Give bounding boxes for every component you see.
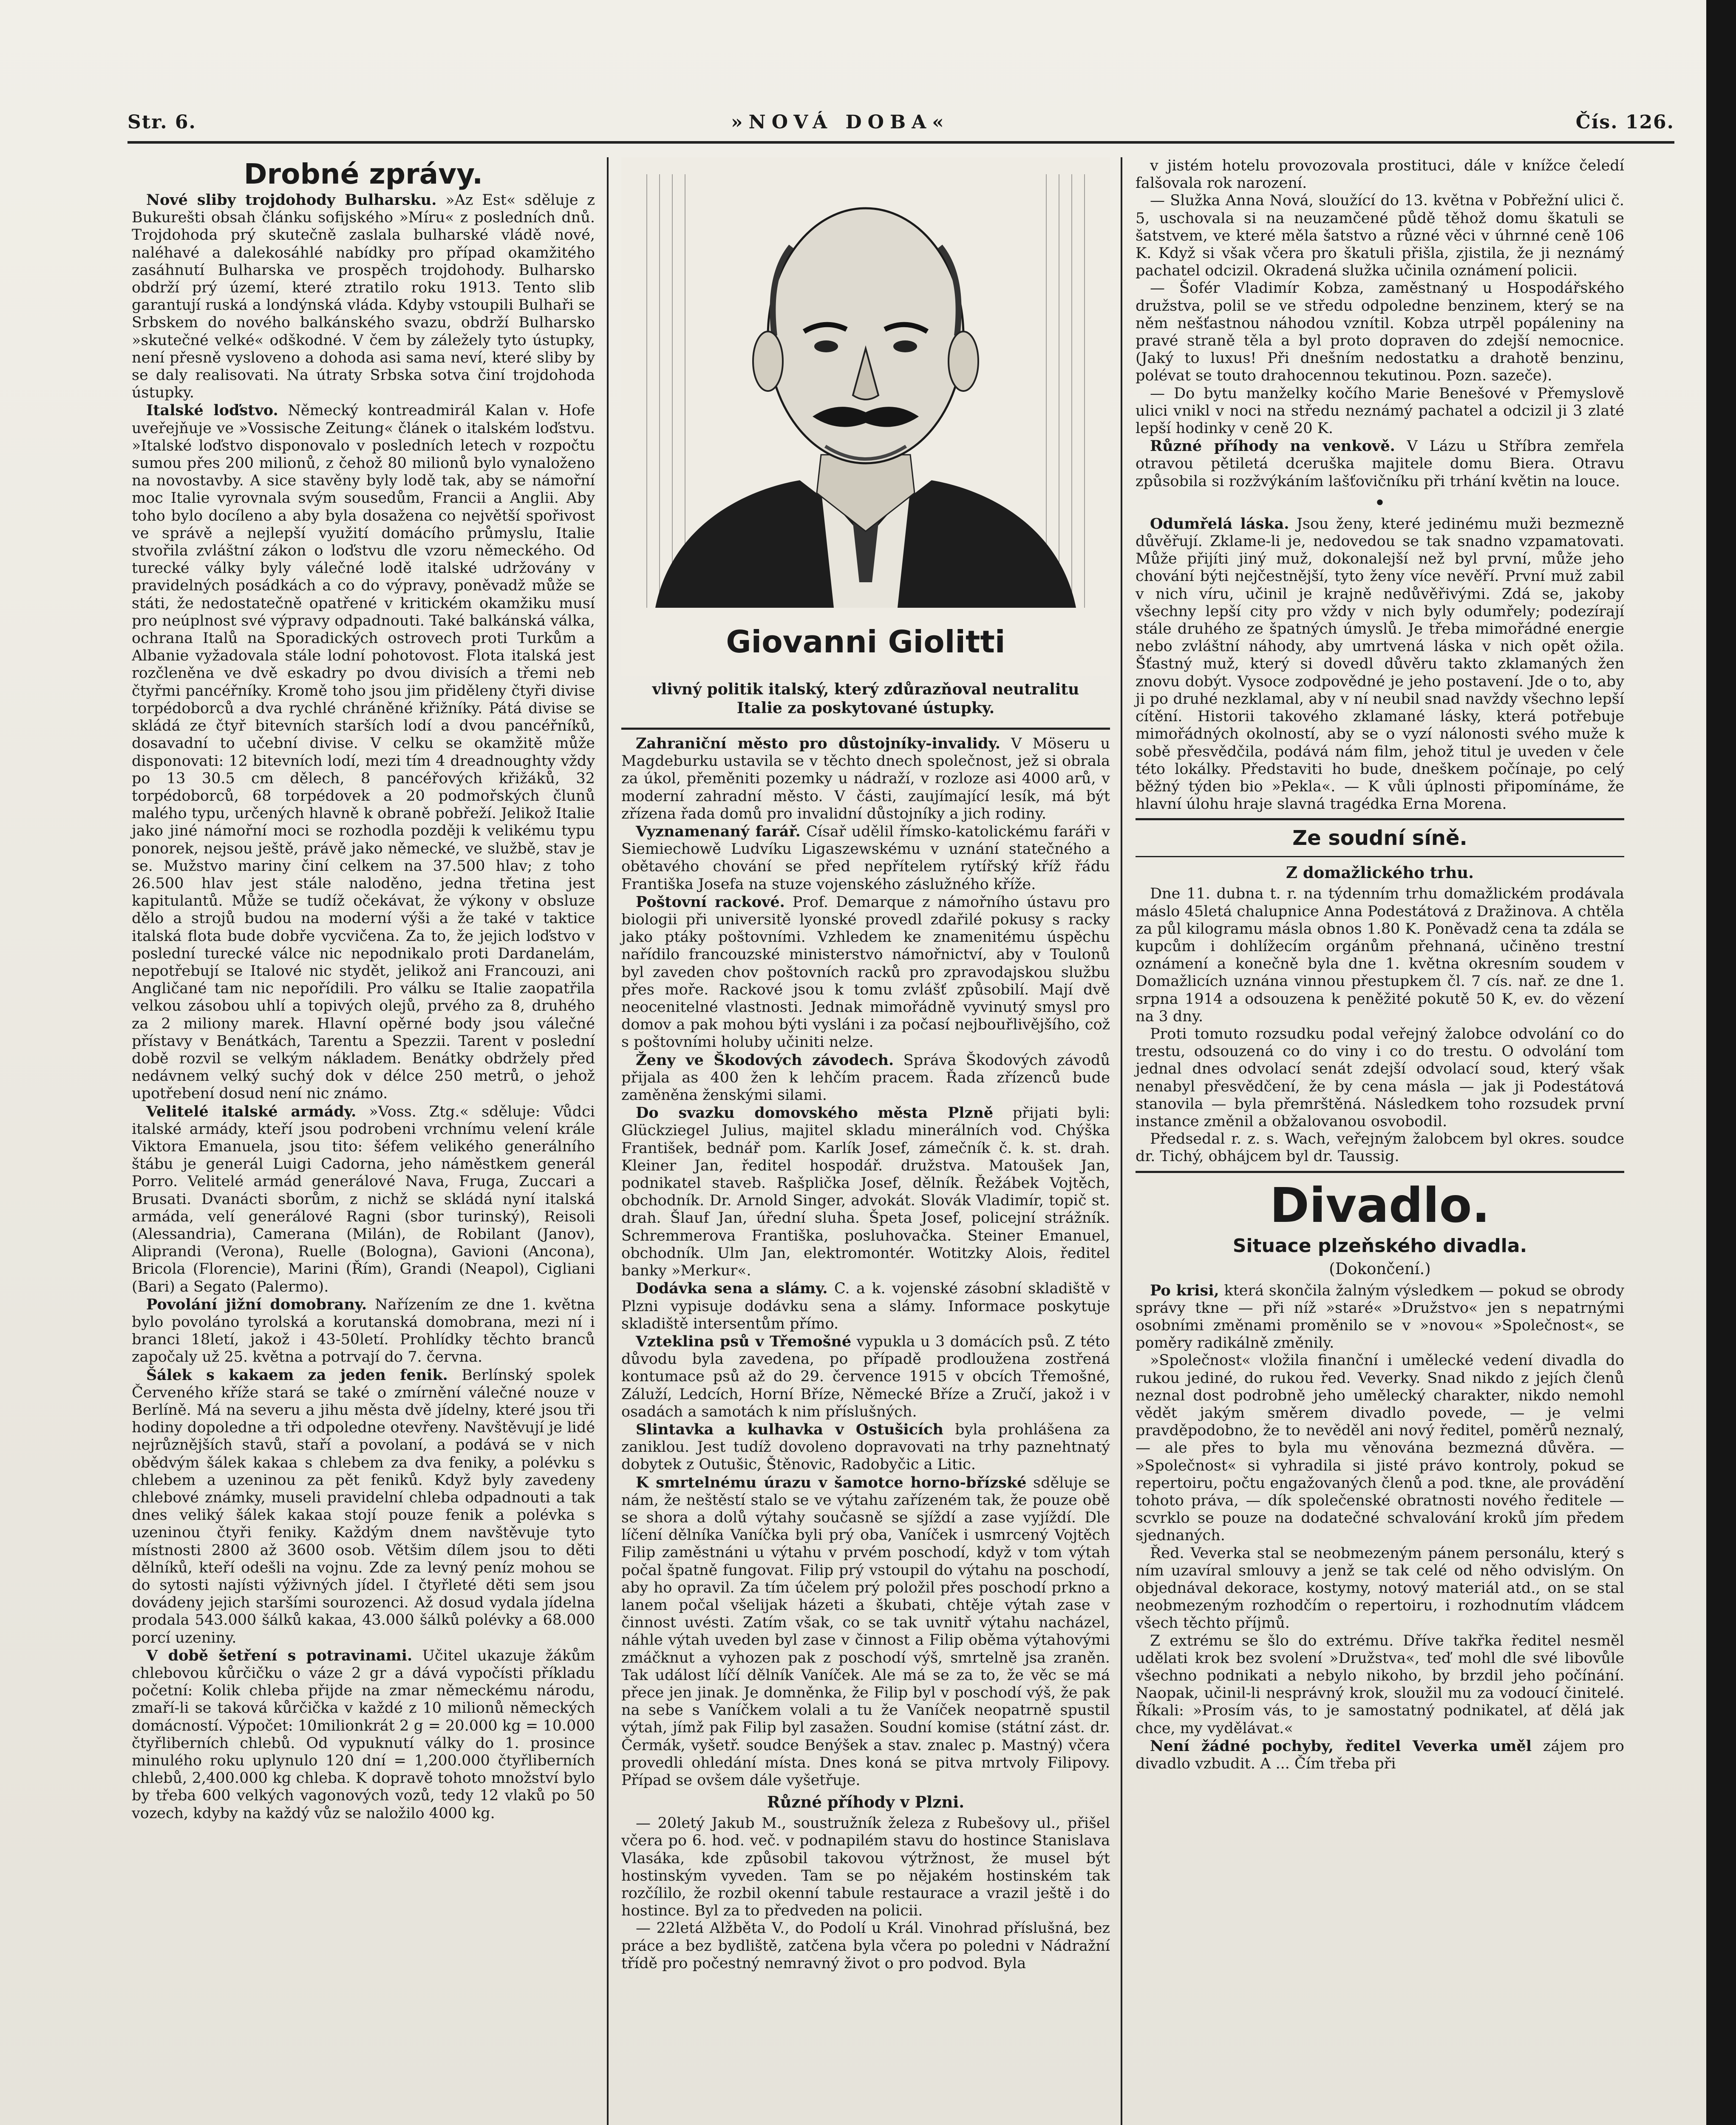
article-text: Učitel ukazuje žákům chlebovou kůrčičku o váze 2 gr a dává vypočísti příkladu početní: Kolik chleba přijde na zmar německému národu, zmaří-li se taková kůrčička v každé z 10 milionů německých domácností. Výpočet: 10milionkrát 2 g = 20.000 kg = 10.000 čtyřliberních chlebů. Od vypuknutí války do 1. prosince minulého roku uplynulo 120 dní = 1,200.000 čtyřliberních chlebů, 2,400.000 kg chleba. K dopravě tohoto množství bylo by třeba 600 velkých vagonových vozů, tedy 12 vlaků po 50 vozech, kdyby na každý vůz se naložilo 4000 kg. <box>132 1647 595 1822</box>
article-lead: Do svazku domovského města Plzně <box>636 1104 994 1122</box>
article-text: V Lázu u Stříbra zemřela otravou pětiletá dceruška majitele domu Biera. Otravu způsobila si rozžvýkáním lašťovičníku při trhání květin na louce. <box>1136 438 1624 490</box>
middle-articles <box>621 735 1110 1789</box>
theatre-rule <box>1136 1171 1624 1173</box>
article-paragraph <box>1136 192 1624 280</box>
article-lead: Po krisi, <box>1150 1281 1219 1299</box>
article-paragraph <box>621 735 1110 823</box>
article-text: Berlínský spolek Červeného kříže stará se také o zmírnění válečné nouze v Berlíně. Má na severu a jihu města dvě jídelny, které jsou tři hodiny dopoledne a tři odpoledne otevřeny. Navštěvují je lidé nejrůznějších stavů, staří a povolaní, a podává se v nich obědvým šálek kakaa s chlebem za dva feniky, a polévku s chlebem a uzeninou za pět feniků. Když byly zavedeny chlebové známky, museli pravidelní chleba odpadnouti a tak dnes veliký šálek kakaa stojí pouze fenik a polévka s uzeninou čtyři feniky. Každým dnem navštěvuje tyto místnosti 2800 až 3600 osob. Většim dílem jsou to děti dělníků, kteří odešli na vojnu. Zde za levný peníz mohou se do sytosti najísti výživných jídel. I čtyřleté děti sem jsou dovádeny jejich staršími sourozenci. Až dosud vydala jídelna prodala 543.000 šálků kakaa, 43.000 šálků polévky a 68.000 porcí uzeniny. <box>132 1366 595 1646</box>
article-text: — Služka Anna Nová, sloužící do 13. května v Pobřežní ulici č. 5, uschovala si na neuzamčené půdě těhož domu škatuli se šatstvem, ve které měla šatstvo a různé věci v úhrnné ceně 106 K. Když si však včera pro škatuli přišla, zjistila, že ji neznámý pachatel odcizil. Okradená služka učinila oznámení policii. <box>1136 192 1624 280</box>
middle-column <box>621 157 1110 1972</box>
article-lead: Ženy ve Škodových závodech. <box>636 1051 894 1069</box>
article-text: vypukla u 3 domácích psů. Z této důvodu byla zavedena, po případě prodloužena zostřená kontumace psů až do 29. července 1915 v obcích Třemošné, Záluží, Ledcích, Horní Bříze, Německé Bříze a Zručí, jakož i v osadách a samotách k nim příslušných. <box>621 1333 1110 1420</box>
article-paragraph <box>132 1366 595 1647</box>
caption-rule <box>621 728 1110 730</box>
scan-border <box>1706 0 1736 2125</box>
article-paragraph <box>621 1333 1110 1421</box>
article-paragraph <box>1136 385 1624 438</box>
article-paragraph <box>1136 1130 1624 1165</box>
column-rule-1 <box>607 157 609 2125</box>
article-text: Jsou ženy, které jedinému muži bezmezně důvěřují. Zklame-li je, nedovedou se tak snadno vzpamatovati. Může přijíti jiný muž, dokonalejší než byl první, může jeho chování býti nejčestnější, tyto ženy více nevěří. První muž zabil v nich víru, učinil je krajně nedůvěřivými. Zdá se, jakoby všechny lepší city pro vždy v nich byly odumřely; podezírají stále druhého ze špatných úmyslů. Je třeba mimořádné energie nebo zvláštní náhody, aby umrtvená láska v nich opět ožila. Šťastný muž, který si dovedl důvěru takto zklamaných žen znovu dobýt. Vysoce zodpovědné je jeho postavení. Jde o to, aby ji po druhé nezklamal, aby v ní neubil snad navždy všechno lepší cítění. Historii takového zklamané lásky, která potřebuje mimořádných okolností, aby se o vyzí nálonosti svého muže k sobě přesvědčila, podává nám film, jehož titul je uveden v čele této lokálky. Představiti ho bude, dneškem počínaje, po celý běžný týden bio »Pekla«. — K vůli úplnosti připomínáme, že hlavní úlohu hraje slavná tragédka Erna Morena. <box>1136 515 1624 813</box>
article-paragraph <box>621 1051 1110 1105</box>
article-lead: Vyznamenaný farář. <box>636 823 801 841</box>
article-lead: Poštovní rackové. <box>636 893 785 911</box>
article-lead: K smrtelnému úrazu v šamotce horno-břízské <box>636 1473 1027 1491</box>
portrait-caption: vlivný politik italský, který zdůrazňoval neutralitu Italie za poskytované ústupky. <box>652 680 1079 717</box>
article-text: v jistém hotelu provozovala prostituci, dále v knížce čeledí falšovala rok narození. <box>1136 157 1624 192</box>
issue-number: Čís. 126. <box>1575 111 1674 133</box>
court-articles <box>1136 885 1624 1165</box>
article-text: »Společnost« vložila finanční i umělecké vedení divadla do rukou jediné, do rukou řed. Veverky. Snad nikdo z jejích členů neznal dost podrobně jeho umělecký charakter, nikdo nemohl vědět jakým směrem divadlo povede, — je velmi pravděpodobno, že to nevěděl ani nový ředitel, poměrů neznalý, — ale přes to byla mu věnována bezmezná důvěra. — »Společnost« si vyhradila si jisté právo kontroly, pokud se repertoiru, počtu engažovaných členů a pod. tkne, ale provádění tohoto práva, — dík společenské obratnosti nového ředitele — scvrklo se pouze na dodatečné schvalování kroků jím předem sjednaných. <box>1136 1352 1624 1544</box>
article-paragraph <box>132 1647 595 1822</box>
article-paragraph <box>621 1815 1110 1920</box>
header-rule <box>127 141 1674 144</box>
article-lead: Zahraniční město pro důstojníky-invalidy. <box>636 735 1000 752</box>
article-text: Dne 11. dubna t. r. na týdenním trhu domažlickém prodávala máslo 45letá chalupnice Anna Podestátová z Dražinova. A chtěla za půl kilogramu másla obnos 1.80 K. Poněvadž cena ta zdála se kupcům i dohlížecím orgánům přehnaná, učiněno trestní oznámení a konečně byla dne 1. května okresním soudem v Domažlicích uznána vinnou přestupkem čl. 7 cís. nař. ze dne 1. srpna 1914 a odsouzena k peněžité pokutě 50 K, ev. do vězení na 3 dny. <box>1136 885 1624 1025</box>
article-text: Německý kontreadmirál Kalan v. Hofe uveřejňuje ve »Vossische Zeitung« článek o italském loďstvu. »Italské loďstvo disponovalo v posledních letech v rozpočtu sumou přes 200 milionů, z čehož 80 milionů bylo vynaloženo na novostavby. A sice stavěny byly lodě tak, aby se námořní moc Italie vyrovnala svým sousedům, Francii a Anglii. Aby toho bylo docíleno a aby byla dosažena co největší spořivost ve správě a nejlepší využití domácího průmyslu, Italie stvořila zvláštní zákon o loďstvu dle vzoru německého. Od turecké války byly válečné lodě italské udržovány v pravidelných posádkách a co do výpravy, poněvadž může se státi, že nedostatečně opatřené v kritickém okamžiku musí pro neúplnost své výpravy odpadnouti. Také balkánská válka, ochrana Italů na Sporadických ostrovech proti Turkům a Albanie vyžadovala stále lodní pohotovost. Flota italská jest rozčleněna ve dvě eskadry po dvou divisích a třemi neb čtyřmi pancéřníky. Kromě toho jsou jim přiděleny čtyři divise torpédoborců a dva rychlé chráněné křižníky. Pátá divise se skládá ze čtyř bitevních starších lodí a dvou pancéřníků, dosavadní to učební divise. V celku se okamžitě může disponovati: 12 bitevních lodí, mezi tím 4 dreadnoughty vždy po 13 30.5 cm dělech, 8 pancéřových křižáků, 32 torpédoborců, 68 torpédovek a 20 podmořských člunů malého typu, určených hlavně k obraně pobřeží. Jelikož Italie jako jiné námořní moci se rozhodla později k velikému typu ponorek, nejsou ještě, právě jako německé, ve službě, stav je se. Mužstvo mariny činí celkem na 37.500 hlav; z toho 26.500 hlav jest stále naloděno, jedna třetina jest kapitulantů. Může se tudíž očekávat, že výkony v obsluze dělo a strojů budou na moderní výši a že také v taktice italská flota bude dobře vycvičena. Za to, že jejich loďstvo v poslední turecké válce nic nepodnikalo proti Dardanelám, nepotřebují se Italové nic stydět, jelikož ani Francouzi, ani Angličané tam nic nepořídili. Pro válku se Italie zaopatřila velkou zásobou uhlí a topivých olejů, prvého za 8, druhého za 2 miliony marek. Hlavní opěrné body jsou válečné přístavy v Benátkách, Tarentu a Spezzii. Tarent v poslední době rozvil se velkým nákladem. Benátky obdržely před nedávnem velký suchý dok v délce 250 metrů, o jehož upotřebení dosud není nic známo. <box>132 402 595 1102</box>
article-paragraph <box>1136 1026 1624 1130</box>
article-paragraph <box>621 1280 1110 1333</box>
court-rule-top <box>1136 818 1624 820</box>
section-heading-drobne: Drobné zprávy. <box>244 158 483 190</box>
article-text: — 20letý Jakub M., soustružník železa z Rubešovy ul., přišel včera po 6. hod. več. v podnapilém stavu do hostince Stanislava Vlasáka, kde způsobil takovou výtržnost, že musel být hostinským vyveden. Tam se po nějakém hostinském tak rozčílilo, že rozbil okenní tabule restaurace a vrazil ještě i do hostince. Byl za to předveden na policii. <box>621 1815 1110 1920</box>
article-paragraph <box>621 893 1110 1051</box>
article-lead: Slintavka a kulhavka v Ostušicích <box>636 1420 943 1438</box>
article-text: přijati byli: Glückziegel Julius, majitel skladu minerálních vod. Chýška František, bednář pom. Karlík Josef, zámečník č. k. st. drah. Kleiner Jan, ředitel hospodář. družstva. Matoušek Jan, podnikatel staveb. Rašplička Josef, dělník. Řežábek Vojtěch, obchodník. Dr. Arnold Singer, advokát. Slovák Vladimír, topič st. drah. Šlauf Jan, úřední sluha. Špeta Josef, policejní strážník. Schremmerova Františka, posluhovačka. Steiner Emanuel, obchodník. Ulm Jan, elektromontér. Wotitzky Alois, ředitel banky »Merkur«. <box>621 1105 1110 1280</box>
article-lead: Odumřelá láska. <box>1150 515 1289 533</box>
article-paragraph <box>132 191 595 402</box>
giolitti-portrait <box>621 157 1110 676</box>
article-paragraph <box>1136 437 1624 490</box>
left-column <box>132 157 595 1822</box>
right-articles-mid <box>1136 515 1624 813</box>
article-text: V Möseru u Magdeburku ustavila se v těchto dnech společnost, jež si obrala za úkol, přeměniti pozemky u nádraží, v rozloze asi 4000 arů, v moderní zahradní město. V části, zaujímající lesík, má být zřízena řada domů pro invalidní důstojníky a jich rodiny. <box>621 735 1110 822</box>
article-text: Správa Škodových závodů přijala as 400 žen k lehčím pracem. Řada zřízenců bude zaměněna ženskými silami. <box>621 1051 1110 1104</box>
middle-articles-2 <box>621 1815 1110 1972</box>
theatre-subheading: Situace plzeňského divadla. <box>1232 1235 1527 1257</box>
article-lead: V době šetření s potravinami. <box>146 1646 413 1664</box>
article-lead: Nové sliby trojdohody Bulharsku. <box>146 191 437 209</box>
article-text: Z extrému se šlo do extrému. Dříve takřka ředitel nesměl udělati krok bez svolení »Družstva«, teď mohl dle své libovůle všechno podnikati a nebylo nikoho, by brzdil jeho počínání. Naopak, učinil-li nesprávný krok, sloužil mu za vodoucí činitelé. Říkali: »Prosím vás, to je samostatný podnikatel, ať dělá jak chce, my vydělávat.« <box>1136 1632 1624 1737</box>
theatre-heading: Divadlo. <box>1270 1178 1490 1233</box>
article-paragraph <box>1136 1352 1624 1544</box>
article-paragraph <box>132 1296 595 1366</box>
article-lead: Italské loďstvo. <box>146 402 278 419</box>
article-lead: Různé příhody na venkově. <box>1150 437 1395 455</box>
theatre-note: (Dokončení.) <box>1329 1259 1431 1278</box>
article-lead: Povolání jižní domobrany. <box>146 1295 367 1313</box>
article-text: — 22letá Alžběta V., do Podolí u Král. Vinohrad příslušná, bez práce a bez bydliště, zatčena byla včera po poledni v Nádražní třídě pro počestný nemravný život o pro podvod. Byla <box>621 1920 1110 1972</box>
article-text: která skončila žalným výsledkem — pokud se obrody správy tkne — při níž »staré« »Družstvo« jen s nepatrnými osobními změnami proměnilo se v »novou« »Společnost«, se poměry radikálně změnily. <box>1136 1282 1624 1352</box>
page-number: Str. 6. <box>127 111 196 133</box>
article-lead: Šálek s kakaem za jeden fenik. <box>146 1366 448 1384</box>
article-text: Prof. Demarque z námořního ústavu pro biologii při universitě lyonské provedl zdařilé pokusy s racky jako ptáky poštovními. Vzhledem ke znamenitému úspěchu nařídilo francouzské ministerstvo námořnictví, aby v Toulonů byl zaveden chov poštovních racků pro zpravodajskou službu přes moře. Rackové jsou k tomu zvlášť způsobilí. Mají dvě neocenitelné vlastnosti. Jednak mimořádně vyvinutý smysl pro domov a pak mohou býti vysláni i za počasí nejbouřlivějšího, což s poštovními holuby učiniti nelze. <box>621 893 1110 1051</box>
right-articles-top <box>1136 157 1624 490</box>
article-text: byla prohlášena za zaniklou. Jest tudíž dovoleno dopravovati na trhy paznehtnatý dobytek z Outušic, Štěnovic, Radobyčic a Litic. <box>621 1421 1110 1473</box>
article-paragraph <box>132 402 595 1102</box>
court-rule-bottom <box>1136 856 1624 857</box>
article-text: Předsedal r. z. s. Wach, veřejným žalobcem byl okres. soudce dr. Tichý, obhájcem byl dr. Taussig. <box>1136 1130 1624 1165</box>
article-paragraph <box>1136 885 1624 1026</box>
article-lead: Dodávka sena a slámy. <box>636 1280 828 1298</box>
article-text: zájem pro divadlo vzbudit. A ... Čím třeba při <box>1136 1737 1624 1773</box>
article-paragraph <box>1136 1632 1624 1737</box>
page-header <box>127 111 1674 139</box>
article-lead: Vzteklina psů v Třemošné <box>636 1332 852 1350</box>
article-text: — Šofér Vladimír Kobza, zaměstnaný u Hospodářského družstva, polil se ve středu odpoledne benzinem, který se na něm nešťastnou náhodou vznítil. Kobza utrpěl popáleniny na pravé straně těla a byl proto dopraven do zdejší nemocnice. (Jaký to luxus! Při dnešním nedostatku a drahotě benzinu, polévat se touto drahocennou tekutinou. Pozn. sazeče). <box>1136 280 1624 385</box>
portrait-illustration <box>621 157 1131 676</box>
theatre-articles <box>1136 1282 1624 1773</box>
article-paragraph <box>132 1103 595 1296</box>
article-paragraph <box>1136 515 1624 813</box>
article-paragraph <box>621 1421 1110 1474</box>
article-text: »Voss. Ztg.« sděluje: Vůdci italské armády, kteří jsou podrobeni vrchnímu velení krále Viktora Emanuela, jsou tito: šéfem velikého generálního štábu je generál Luigi Cadorna, jeho náměstkem generál Porro. Velitelé armád generálové Nava, Fruga, Zuccari a Brusati. Dvanácti sborům, z nichž se skládá nyní italská armáda, velí generálové Ragni (sbor turinský), Reisoli (Alessandria), Camerana (Milán), de Robilant (Janov), Aliprandi (Verona), Ruelle (Bologna), Gavioni (Ancona), Bricola (Florencie), Marini (Řím), Grandi (Neapol), Cigliani (Bari) a Segato (Palermo). <box>132 1103 595 1295</box>
article-text: sděluje se nám, že neštěstí stalo se ve výtahu zařízeném tak, že pouze obě se shora a dolů výtahy současně se sjíždí a zase vyjíždí. Dle líčení dělníka Vaníčka byli prý oba, Vaníček i usmrcený Vojtěch Filip zaměstnáni u výtahu v prvém poschodí, když v tom výtah počal špatně fungovat. Filip prý vstoupil do výtahu na poschodí, aby ho opravil. Za tím účelem prý položil přes poschodí prkno a lanem počal všelijak házeti a škubati, chtěje výtah zase v činnost uvésti. Zatím však, co se tak uvnitř výtahu nacházel, náhle výtah uveden byl zase v činnost a Filip oběma výtahovými zmáčknut a vyhozen pak z poschodí výš, smrtelně jsa zraněn. Tak událost líčí dělník Vaníček. Ale má se za to, že věc se má přece jen jinak. Je domněnka, že Filip byl v poschodí výš, že pak na sebe s Vaníčkem volali a tu že Vaníček neopatrně spustil výtah, jímž pak Filip byl zasažen. Soudní komise (státní zást. dr. Čermák, vyšetř. soudce Benýšek a stav. znalec p. Mastný) včera provedli ohledání místa. Dnes koná se pitva mrtvoly Filipovy. Případ se ovšem dále vyšetřuje. <box>621 1474 1110 1789</box>
article-text: C. a k. vojenské zásobní skladiště v Plzni vypisuje dodávku sena a slámy. Informace poskytuje skladiště intersentům přímo. <box>621 1280 1110 1332</box>
article-paragraph <box>1136 1282 1624 1352</box>
article-paragraph <box>1136 1545 1624 1632</box>
article-text: Řed. Veverka stal se neobmezeným pánem personálu, který s ním uzavíral smlouvy a jenž se tak celé od něho odvislým. On objednával dekorace, kostymy, notový materiál atd., on se stal neobmezeným rozhodčím o repertoiru, i rozhodnutím vládcem všech těchto příjmů. <box>1136 1544 1624 1632</box>
article-paragraph <box>1136 1737 1624 1773</box>
newspaper-title: »NOVÁ DOBA« <box>731 111 950 133</box>
article-lead: Není žádné pochyby, ředitel Veverka uměl <box>1150 1737 1532 1755</box>
left-articles <box>132 191 595 1822</box>
court-subheading: Z domažlického trhu. <box>1286 863 1474 882</box>
article-text: — Do bytu manželky kočího Marie Benešové v Přemyslově ulici vnikl v noci na středu neznámý pachatel a odcizil ji 3 zlaté lepší hodinky v ceně 20 K. <box>1136 385 1624 437</box>
separator-bullet: • <box>1374 491 1386 514</box>
article-paragraph <box>621 1474 1110 1790</box>
article-paragraph <box>621 1104 1110 1280</box>
article-text: »Az Est« sděluje z Bukurešti obsah článku sofijského »Míru« z posledních dnů. Trojdohoda prý skutečně zaslala bulharské vládě nové, naléhavé a dalekosáhlé nabídky pro případ okamžitého zasáhnutí Bulharska ve prospěch trojdohody. Bulharsko obdrží prý území, které ztratilo roku 1913. Tento slib garantují ruská a londýnská vláda. Kdyby vstoupili Bulhaři se Srbskem do nového balkánského svazu, obdrží Bulharsko »skutečné velké« odškodné. V čem by záležely tyto ústupky, není přesně vysloveno a dohoda asi sama neví, které sliby by se daly realisovati. Na útraty Srbska sotva činí trojdohoda ústupky. <box>132 192 595 402</box>
article-paragraph <box>621 1920 1110 1972</box>
article-paragraph <box>1136 280 1624 385</box>
portrait-name: Giovanni Giolitti <box>726 624 1005 660</box>
article-paragraph <box>1136 157 1624 192</box>
article-paragraph <box>621 823 1110 893</box>
article-lead: Velitelé italské armády. <box>146 1102 357 1120</box>
right-column <box>1136 157 1624 1773</box>
section-heading-plzen: Různé příhody v Plzni. <box>767 1793 965 1812</box>
article-text: Císař udělil římsko-katolickému faráři v Siemiechowě Ludvíku Ligaszewskému v uznání statečného a obětavého chování se před nepřítelem rytířský kříž řádu Františka Josefa na stuze vojenského záslužného kříže. <box>621 823 1110 893</box>
article-text: Proti tomuto rozsudku podal veřejný žalobce odvolání co do trestu, odsouzená co do viny i co do trestu. O odvolání tom jednal dnes odvolací senát zdejší odvolací soud, který však nenabyl přesvědčení, že by cena másla — jak ji Podestátová stanovila — byla přemrštěná. Následkem toho rozsudek první instance změnil a obžalovanou osvobodil. <box>1136 1025 1624 1130</box>
article-text: Nařízením ze dne 1. května bylo povoláno tyrolská a korutanská domobrana, mezi ní i branci 18letí, jakož i 43-50letí. Prohlídky těchto branců započaly už 25. května a potrvají do 7. června. <box>132 1296 595 1366</box>
court-heading: Ze soudní síně. <box>1292 826 1467 850</box>
